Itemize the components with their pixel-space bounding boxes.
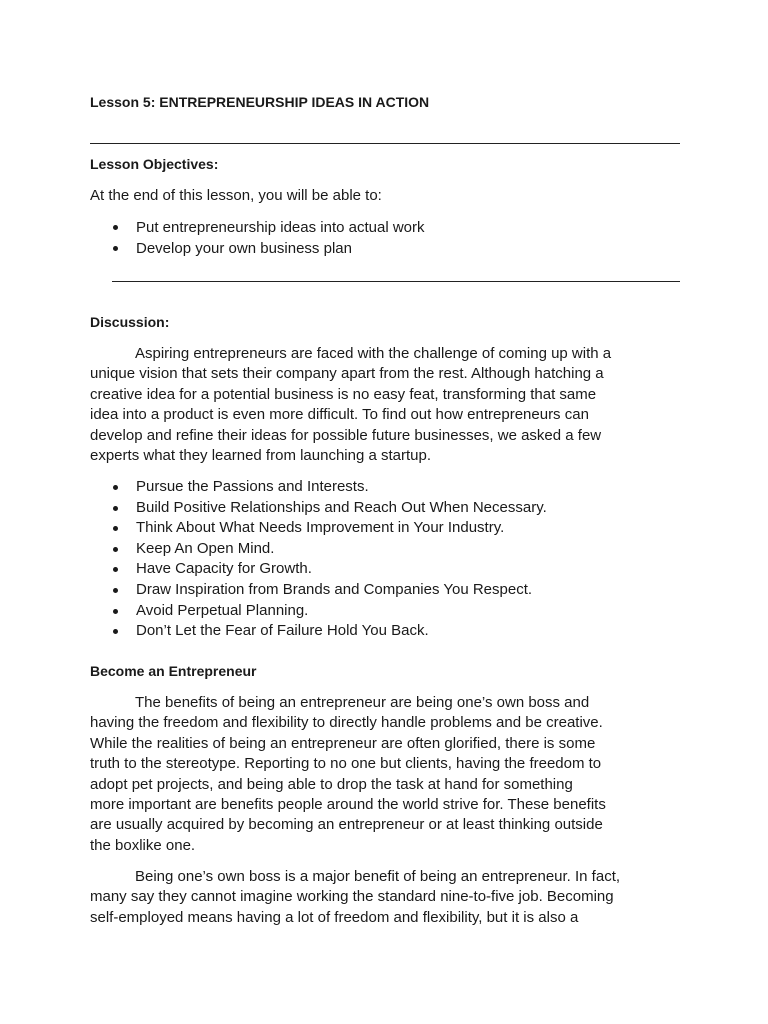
list-item: Avoid Perpetual Planning. — [90, 601, 547, 622]
bullet-icon — [113, 485, 118, 490]
bullet-icon — [113, 547, 118, 552]
list-item: Build Positive Relationships and Reach Out When Necessary. — [90, 498, 547, 519]
list-item: Don’t Let the Fear of Failure Hold You Back. — [90, 621, 547, 642]
list-item: Pursue the Passions and Interests. — [90, 477, 547, 498]
bullet-icon — [113, 246, 118, 251]
bullet-icon — [113, 526, 118, 531]
objectives-list — [90, 217, 425, 259]
bullet-icon — [113, 588, 118, 593]
list-item: Think About What Needs Improvement in Your Industry. — [90, 518, 547, 539]
objectives-intro: At the end of this lesson, you will be able to: — [90, 187, 382, 204]
become-entrepreneur-heading: Become an Entrepreneur — [90, 663, 257, 679]
bullet-icon — [113, 506, 118, 511]
bullet-icon — [113, 567, 118, 572]
become-paragraph-1: The benefits of being an entrepreneur are being one’s own boss and having the freedom and flexibility to directly handle problems and be creative. While the realities of being an entrepreneur are often glorified, there is some truth to the stereotype. Reporting to no one but clients, having the freedom to adopt pet projects, and being able to drop the task at hand for something more important are benefits people around the world strive for. These benefits are usually acquired by becoming an entrepreneur or at least thinking outside the boxlike one. — [90, 694, 606, 854]
lesson-title: Lesson 5: ENTREPRENEURSHIP IDEAS IN ACTION — [90, 94, 430, 110]
objectives-heading: Lesson Objectives: — [90, 156, 219, 172]
discussion-paragraph: Aspiring entrepreneurs are faced with the challenge of coming up with a unique vision that sets their company apart from the rest. Although hatching a creative idea for a potential business is no easy feat, transforming that same idea into a product is even more difficult. To find out how entrepreneurs can develop and refine their ideas for possible future businesses, we asked a few experts what they learned from launching a startup. — [90, 345, 612, 465]
bullet-icon — [113, 609, 118, 614]
list-item: Put entrepreneurship ideas into actual work — [90, 217, 425, 238]
list-item: Draw Inspiration from Brands and Companies You Respect. — [90, 580, 547, 601]
bullet-icon — [113, 225, 118, 230]
divider-top — [90, 143, 680, 144]
become-paragraph-2: Being one’s own boss is a major benefit of being an entrepreneur. In fact, many say they cannot imagine working the standard nine-to-five job. Becoming self-employed means having a lot of freedom and flexibility, but it is also a — [90, 868, 621, 926]
list-item: Keep An Open Mind. — [90, 539, 547, 560]
bullet-icon — [113, 629, 118, 634]
discussion-heading: Discussion: — [90, 314, 170, 330]
list-item: Have Capacity for Growth. — [90, 559, 547, 580]
list-item: Develop your own business plan — [90, 238, 425, 259]
tips-list — [90, 477, 547, 642]
divider-bottom — [112, 281, 680, 282]
